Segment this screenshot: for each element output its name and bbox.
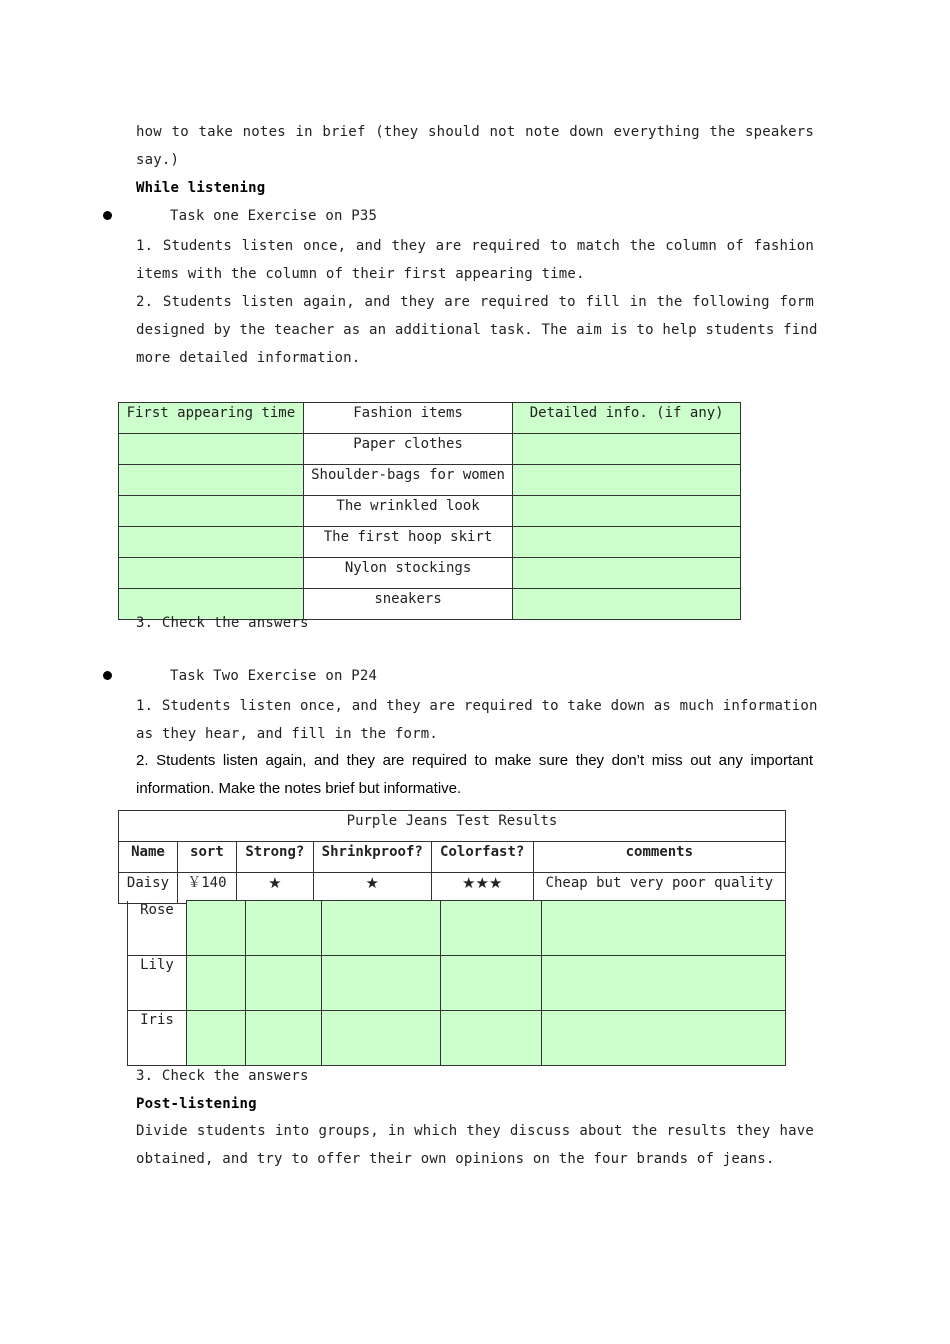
post-listening-line1: Divide students into groups, in which they discuss about the results they have <box>136 1123 814 1139</box>
table-header-row <box>119 842 786 873</box>
shrinkproof-input-cell[interactable] <box>321 901 440 956</box>
shrinkproof-input-cell[interactable] <box>321 956 440 1011</box>
task-one-step2-line2: designed by the teacher as an additional task. The aim is to help students find <box>136 322 818 338</box>
colorfast-rating: ★★★ <box>431 873 533 904</box>
header-strong: Strong? <box>236 842 313 873</box>
time-input-cell[interactable] <box>119 527 304 558</box>
table-header-row <box>119 403 741 434</box>
header-sort: sort <box>177 842 236 873</box>
fashion-items-table <box>118 402 741 620</box>
table-title: Purple Jeans Test Results <box>119 811 786 842</box>
sort-cell: ￥140 <box>177 873 236 904</box>
sort-input-cell[interactable] <box>186 1011 245 1066</box>
task-one-step1-line1: 1. Students listen once, and they are required to match the column of fashion <box>136 238 814 254</box>
task-one-title: Task one Exercise on P35 <box>170 208 378 224</box>
table-row <box>119 558 741 589</box>
table-row <box>128 901 786 956</box>
strong-input-cell[interactable] <box>245 901 321 956</box>
comments-input-cell[interactable] <box>542 1011 786 1066</box>
header-shrinkproof: Shrinkproof? <box>313 842 431 873</box>
header-fashion-items: Fashion items <box>303 403 513 434</box>
header-colorfast: Colorfast? <box>431 842 533 873</box>
table-row <box>128 956 786 1011</box>
name-cell: Daisy <box>119 873 178 904</box>
task-two-step3: 3. Check the answers <box>136 1068 309 1084</box>
strong-input-cell[interactable] <box>245 956 321 1011</box>
fashion-item-cell: Shoulder-bags for women <box>303 465 513 496</box>
sort-input-cell[interactable] <box>186 901 245 956</box>
shrinkproof-rating: ★ <box>313 873 431 904</box>
time-input-cell[interactable] <box>119 434 304 465</box>
comments-input-cell[interactable] <box>542 956 786 1011</box>
colorfast-input-cell[interactable] <box>440 1011 542 1066</box>
time-input-cell[interactable] <box>119 496 304 527</box>
info-input-cell[interactable] <box>513 558 741 589</box>
fashion-item-cell: The first hoop skirt <box>303 527 513 558</box>
bullet-icon <box>103 211 112 220</box>
task-two-title: Task Two Exercise on P24 <box>170 668 378 684</box>
info-input-cell[interactable] <box>513 434 741 465</box>
colorfast-input-cell[interactable] <box>440 901 542 956</box>
task-two-step1-line2: as they hear, and fill in the form. <box>136 726 439 742</box>
table-row <box>119 434 741 465</box>
info-input-cell[interactable] <box>513 527 741 558</box>
purple-jeans-input-table <box>127 900 786 1066</box>
shrinkproof-input-cell[interactable] <box>321 1011 440 1066</box>
fashion-item-cell: The wrinkled look <box>303 496 513 527</box>
intro-line-2: say.) <box>136 152 180 168</box>
purple-jeans-table <box>118 810 786 904</box>
table-title-row <box>119 811 786 842</box>
table-row <box>128 1011 786 1066</box>
table-row <box>119 496 741 527</box>
strong-rating: ★ <box>236 873 313 904</box>
header-first-appearing-time: First appearing time <box>119 403 304 434</box>
header-name: Name <box>119 842 178 873</box>
task-one-step2-line1: 2. Students listen again, and they are required to fill in the following form <box>136 294 814 310</box>
sort-input-cell[interactable] <box>186 956 245 1011</box>
header-comments: comments <box>533 842 785 873</box>
comments-input-cell[interactable] <box>542 901 786 956</box>
fashion-item-cell: sneakers <box>303 589 513 620</box>
name-cell: Iris <box>128 1011 187 1066</box>
time-input-cell[interactable] <box>119 558 304 589</box>
table-row <box>119 527 741 558</box>
header-detailed-info: Detailed info. (if any) <box>513 403 741 434</box>
bullet-icon <box>103 671 112 680</box>
task-two-step2-line2: information. Make the notes brief but informative. <box>136 780 462 797</box>
task-two-step1-line1: 1. Students listen once, and they are required to take down as much information <box>136 698 818 714</box>
name-cell: Lily <box>128 956 187 1011</box>
fashion-item-cell: Paper clothes <box>303 434 513 465</box>
name-cell: Rose <box>128 901 187 956</box>
info-input-cell[interactable] <box>513 496 741 527</box>
fashion-item-cell: Nylon stockings <box>303 558 513 589</box>
strong-input-cell[interactable] <box>245 1011 321 1066</box>
intro-line-1: how to take notes in brief (they should not note down everything the speakers <box>136 124 814 140</box>
post-listening-heading: Post-listening <box>136 1096 257 1112</box>
info-input-cell[interactable] <box>513 465 741 496</box>
task-one-step3: 3. Check the answers <box>136 615 309 631</box>
task-one-step2-line3: more detailed information. <box>136 350 361 366</box>
table-row <box>119 873 786 904</box>
task-two-step2-line1: 2. Students listen again, and they are required to make sure they don’t miss out any important <box>136 752 813 769</box>
table-row <box>119 465 741 496</box>
time-input-cell[interactable] <box>119 465 304 496</box>
comments-cell: Cheap but very poor quality <box>533 873 785 904</box>
info-input-cell[interactable] <box>513 589 741 620</box>
post-listening-line2: obtained, and try to offer their own opinions on the four brands of jeans. <box>136 1151 775 1167</box>
task-one-step1-line2: items with the column of their first appearing time. <box>136 266 585 282</box>
colorfast-input-cell[interactable] <box>440 956 542 1011</box>
while-listening-heading: While listening <box>136 180 266 196</box>
